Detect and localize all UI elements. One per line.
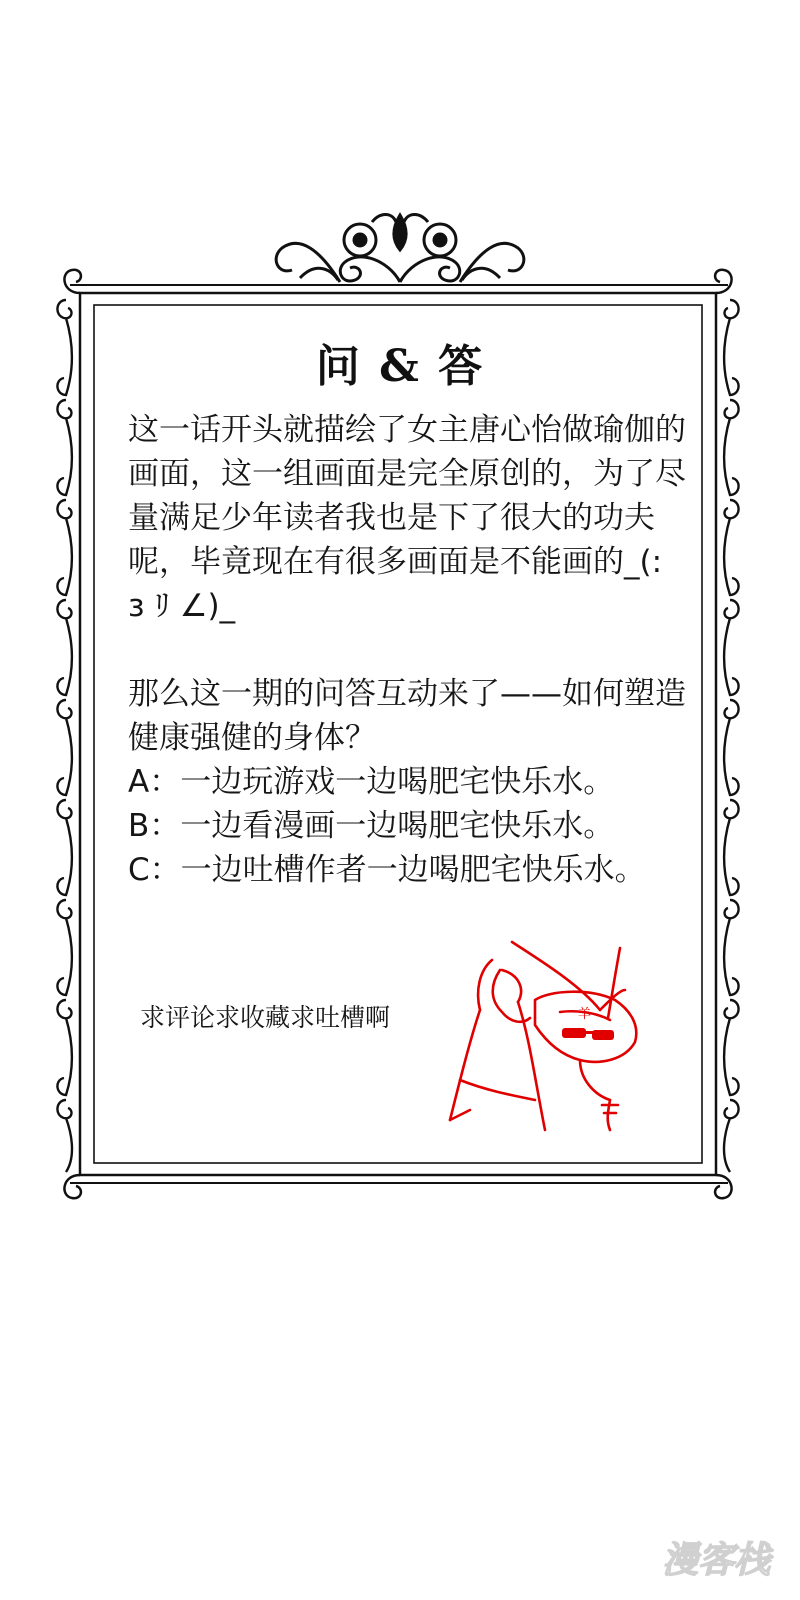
comment-plea: 求评论求收藏求吐槽啊 [140, 1003, 391, 1032]
cap-mark: 羊 [578, 1007, 592, 1022]
question-text: 那么这一期的问答互动来了——如何塑造健康强健的身体？ [128, 676, 686, 756]
site-watermark-logo [656, 1528, 786, 1588]
panel-title: 问 & 答 [315, 341, 485, 392]
option-c: C：一边吐槽作者一边喝肥宅快乐水。 [128, 852, 646, 888]
option-a: A：一边玩游戏一边喝肥宅快乐水。 [128, 764, 615, 800]
panel-body [128, 408, 688, 892]
goat-mascot-drawing [430, 930, 660, 1140]
watermark-text: 漫客栈 [662, 1540, 771, 1581]
top-ornament [276, 215, 524, 283]
option-b: B：一边看漫画一边喝肥宅快乐水。 [128, 808, 615, 844]
sunglasses-icon [562, 1028, 614, 1040]
intro-paragraph: 这一话开头就描绘了女主唐心怡做瑜伽的画面，这一组画面是完全原创的，为了尽量满足少年读者我也是下了很大的功夫呢，毕竟现在有很多画面是不能画的_(: з ﾘ ∠)_ [128, 412, 686, 624]
